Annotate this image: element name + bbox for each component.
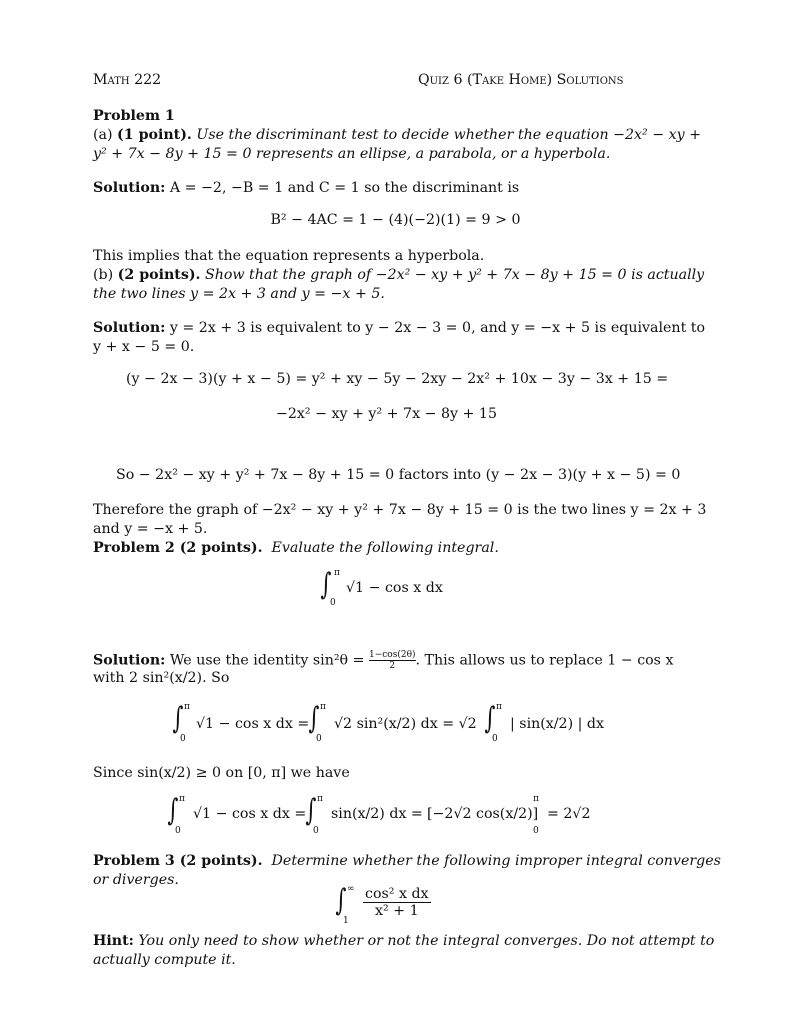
integrand: √1 − cos x dx (346, 580, 443, 596)
substitution-equation: ∫ π 0 √1 − cos x dx = ∫ π 0 √2 sin²(x/2) dx = √2 ∫ π 0 | sin(x/2) | dx (172, 701, 605, 744)
improper-integral (333, 882, 453, 928)
solution-2-line-2: with 2 sin²(x/2). So (93, 670, 230, 686)
problem-3-question-line-2: or diverges. (93, 872, 179, 888)
identity-denominator: 2 (389, 661, 396, 671)
since-line: Since sin(x/2) ≥ 0 on [0, π] we have (93, 765, 350, 781)
hint-line-1: Hint: You only need to show whether or not the integral converges. Do not attempt to (93, 933, 715, 949)
fraction-denominator: x² + 1 (374, 903, 419, 919)
problem-1b-question-line-1: (b) (2 points). Show that the graph of −2x² − xy + y² + 7x − 8y + 15 = 0 is actually (93, 267, 705, 283)
factorization-equation: So − 2x² − xy + y² + 7x − 8y + 15 = 0 factors into (y − 2x − 3)(y + x − 5) = 0 (116, 467, 681, 483)
problem-1a-question-line-2: y² + 7x − 8y + 15 = 0 represents an ellipse, a parabola, or a hyperbola. (93, 146, 611, 162)
integral-lower-limit: 0 (330, 598, 336, 608)
hint-line-2: actually compute it. (93, 952, 236, 968)
expansion-equation-line-2: −2x² − xy + y² + 7x − 8y + 15 (276, 406, 497, 422)
integral-sign: ∫ (335, 883, 347, 918)
quiz-title: Quiz 6 (Take Home) Solutions (418, 72, 624, 88)
problem-3-heading: Problem 3 (2 points). Determine whether the following improper integral converges (93, 853, 721, 869)
problem-1a-question-line-1: (a) (1 point). Use the discriminant test to decide whether the equation −2x² − xy + (93, 127, 702, 143)
expansion-equation-line-1: (y − 2x − 3)(y + x − 5) = y² + xy − 5y − 2xy − 2x² + 10x − 3y − 3x + 15 = (126, 371, 669, 387)
integral-display (318, 567, 443, 610)
identity-numerator: 1−cos(2θ) (369, 650, 416, 660)
solution-1a: Solution: A = −2, −B = 1 and C = 1 so the discriminant is (93, 180, 520, 196)
integral-upper-limit: π (334, 568, 340, 578)
solution-2-line-1: Solution: We use the identity sin²θ = $\frac{1-\cos(2\theta)}{2}$ . This allows us to replace 1 − cos x (93, 650, 674, 671)
therefore-line-1: Therefore the graph of −2x² − xy + y² + 7x − 8y + 15 = 0 is the two lines y = 2x + 3 (93, 502, 707, 518)
discriminant-equation: B² − 4AC = 1 − (4)(−2)(1) = 9 > 0 (270, 212, 521, 228)
integral-upper-limit: ∞ (347, 884, 355, 894)
therefore-line-2: and y = −x + 5. (93, 521, 208, 537)
solution-1b-line-2: y + x − 5 = 0. (93, 339, 195, 355)
course-title: Math 222 (93, 72, 162, 88)
fraction-numerator: cos² x dx (365, 886, 429, 902)
problem-2-heading: Problem 2 (2 points). Evaluate the following integral. (93, 540, 499, 556)
problem-1b-question-line-2: the two lines y = 2x + 3 and y = −x + 5. (93, 286, 385, 302)
problem-1-heading: Problem 1 (93, 108, 175, 124)
evaluation-equation: ∫ π 0 √1 − cos x dx = ∫ π 0 sin(x/2) dx = [−2√2 cos(x/2)] π 0 = 2√2 (167, 793, 591, 836)
solution-1b-line-1: Solution: y = 2x + 3 is equivalent to y − 2x − 3 = 0, and y = −x + 5 is equivalent to (93, 320, 706, 336)
hyperbola-conclusion: This implies that the equation represents a hyperbola. (93, 248, 485, 264)
integral-lower-limit: 1 (343, 916, 349, 926)
integral-sign: ∫ (320, 567, 332, 602)
